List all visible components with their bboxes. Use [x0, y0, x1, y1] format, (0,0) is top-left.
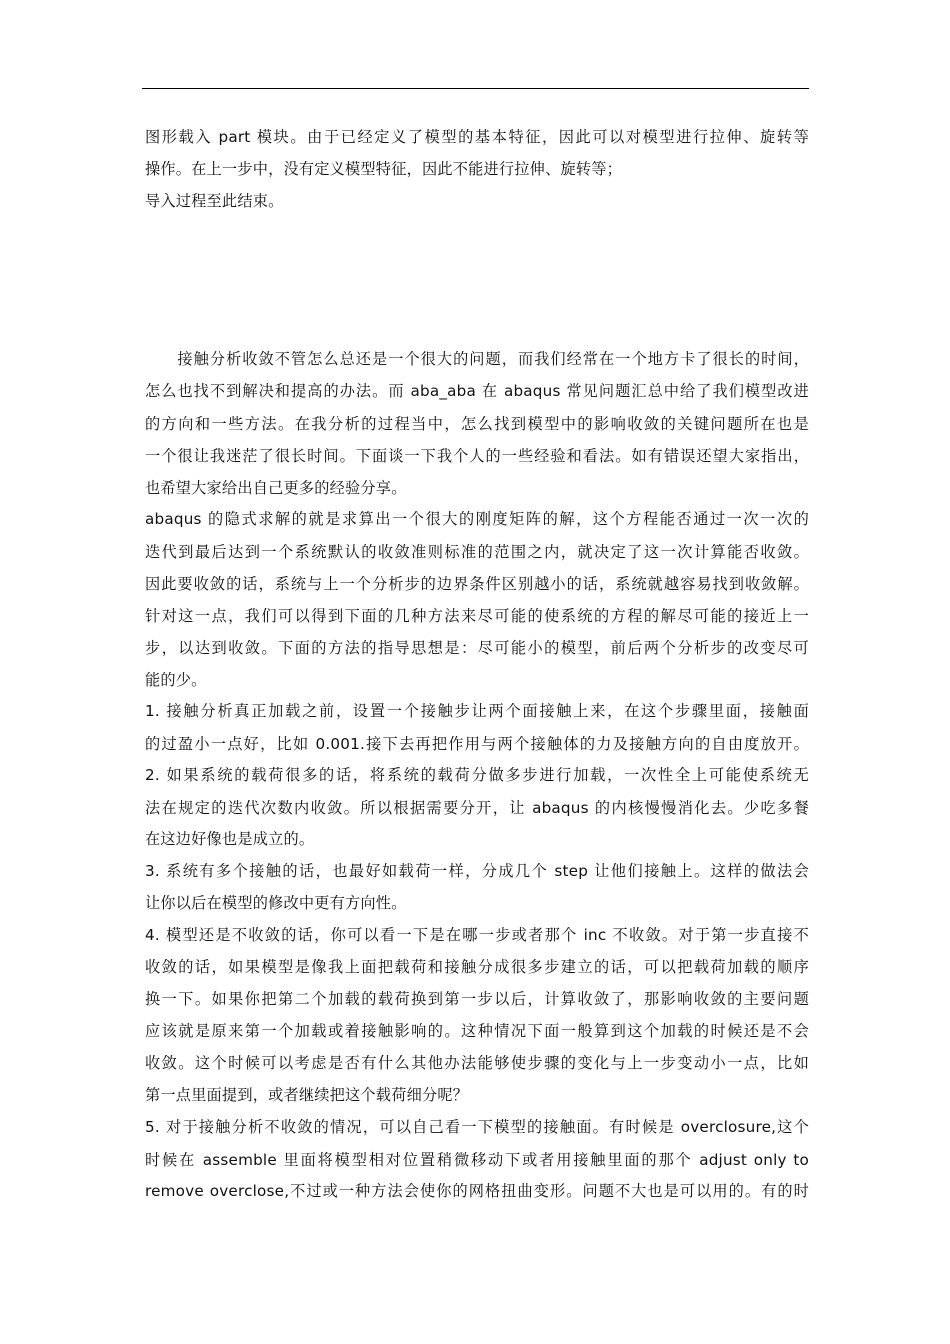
paragraph-line: 应该就是原来第一个加载或着接触影响的。这种情况下面一般算到这个加载的时候还是不会	[145, 1022, 809, 1040]
paragraph-line: 一个很让我迷茫了很长时间。下面谈一下我个人的一些经验和看法。如有错误还望大家指出，	[145, 447, 809, 465]
paragraph-line: 5. 对于接触分析不收敛的情况，可以自己看一下模型的接触面。有时候是 overclosure,这个	[145, 1118, 809, 1136]
paragraph-line: 法在规定的迭代次数内收敛。所以根据需要分开，让 abaqus 的内核慢慢消化去。少吃多餐	[145, 799, 809, 817]
paragraph-line: 让你以后在模型的修改中更有方向性。	[145, 894, 407, 912]
paragraph-line: 能的少。	[145, 671, 207, 689]
paragraph-line: 1. 接触分析真正加载之前，设置一个接触步让两个面接触上来，在这个步骤里面，接触面	[145, 702, 809, 720]
paragraph-line: 图形载入 part 模块。由于已经定义了模型的基本特征，因此可以对模型进行拉伸、旋转等	[145, 128, 809, 146]
paragraph-line: 的方向和一些方法。在我分析的过程当中，怎么找到模型中的影响收敛的关键问题所在也是	[145, 415, 809, 433]
paragraph-line: 迭代到最后达到一个系统默认的收敛准则标准的范围之内，就决定了这一次计算能否收敛。	[145, 543, 809, 561]
paragraph-line: 针对这一点，我们可以得到下面的几种方法来尽可能的使系统的方程的解尽可能的接近上一	[145, 607, 809, 625]
paragraph-line: 收敛。这个时候可以考虑是否有什么其他办法能够使步骤的变化与上一步变动小一点，比如	[145, 1054, 809, 1072]
paragraph-line: 接触分析收敛不管怎么总还是一个很大的问题，而我们经常在一个地方卡了很长的时间，	[145, 350, 809, 368]
paragraph-line: 因此要收敛的话，系统与上一个分析步的边界条件区别越小的话，系统就越容易找到收敛解。	[145, 575, 809, 593]
paragraph-line: 导入过程至此结束。	[145, 192, 284, 210]
paragraph-line: 操作。在上一步中，没有定义模型特征，因此不能进行拉伸、旋转等；	[145, 160, 623, 178]
paragraph-line: 第一点里面提到，或者继续把这个载荷细分呢？	[145, 1086, 469, 1104]
paragraph-line: abaqus 的隐式求解的就是求算出一个很大的刚度矩阵的解，这个方程能否通过一次一次的	[145, 510, 809, 528]
paragraph-line: 收敛的话，如果模型是像我上面把载荷和接触分成很多步建立的话，可以把载荷加载的顺序	[145, 958, 809, 976]
paragraph-line: 3. 系统有多个接触的话，也最好如载荷一样，分成几个 step 让他们接触上。这样的做法会	[145, 862, 809, 880]
paragraph-line: 换一下。如果你把第二个加载的载荷换到第一步以后，计算收敛了，那影响收敛的主要问题	[145, 990, 809, 1008]
paragraph-line: 也希望大家给出自己更多的经验分享。	[145, 479, 407, 497]
paragraph-line: 时候在 assemble 里面将模型相对位置稍微移动下或者用接触里面的那个 adjust only to	[145, 1151, 809, 1169]
header-rule	[142, 88, 809, 89]
paragraph-line: 步，以达到收敛。下面的方法的指导思想是：尽可能小的模型，前后两个分析步的改变尽可	[145, 639, 809, 657]
paragraph-line: 2. 如果系统的载荷很多的话，将系统的载荷分做多步进行加载，一次性全上可能使系统无	[145, 766, 809, 784]
paragraph-line: 怎么也找不到解决和提高的办法。而 aba_aba 在 abaqus 常见问题汇总中给了我们模型改进	[145, 382, 809, 400]
paragraph-line: 4. 模型还是不收敛的话，你可以看一下是在哪一步或者那个 inc 不收敛。对于第一步直接不	[145, 926, 809, 944]
paragraph-line: 的过盈小一点好，比如 0.001.接下去再把作用与两个接触体的力及接触方向的自由度放开。	[145, 735, 809, 753]
paragraph-line: 在这边好像也是成立的。	[145, 830, 315, 848]
paragraph-line: remove overclose,不过或一种方法会使你的网格扭曲变形。问题不大也是可以用的。有的时	[145, 1182, 809, 1200]
